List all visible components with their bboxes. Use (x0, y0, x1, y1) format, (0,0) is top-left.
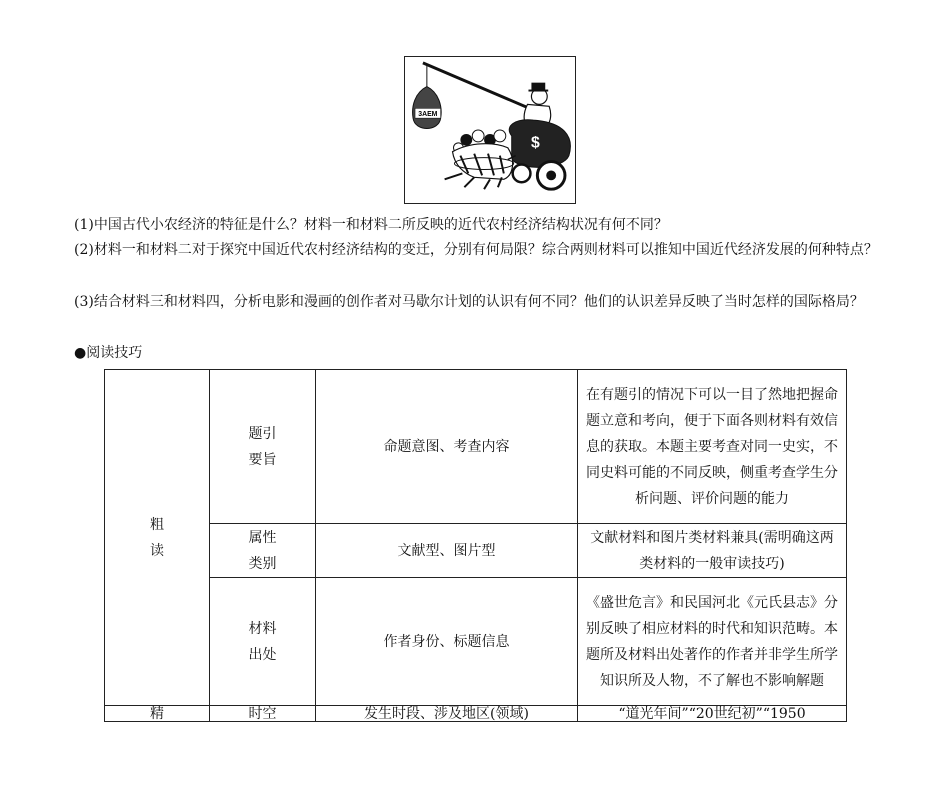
table-row (105, 706, 847, 722)
table-row (105, 524, 847, 578)
cartoon-image (404, 56, 576, 204)
marshall-plan-cartoon (405, 57, 575, 203)
content-cell: 作者身份、标题信息 (316, 578, 578, 706)
item-label: 属性类别 (210, 524, 316, 578)
bag-label: 3AEM (418, 111, 438, 119)
item-label: 时空 (210, 706, 316, 722)
group-label-jing: 精 (105, 706, 210, 722)
question-1: (1)中国古代小农经济的特征是什么？材料一和材料二所反映的近代农村经济结构状况有何不同？ (74, 217, 668, 233)
content-cell: 发生时段、涉及地区(领域) (316, 706, 578, 722)
item-label: 材料出处 (210, 578, 316, 706)
question-3: (3)结合材料三和材料四，分析电影和漫画的创作者对马歇尔计划的认识有何不同？他们的认识差异反映了当时怎样的国际格局？ (74, 294, 864, 310)
table-row (105, 578, 847, 706)
desc-cell: “道光年间”“20世纪初”“1950 (578, 706, 847, 722)
table-row (105, 370, 847, 524)
desc-cell: 在有题引的情况下可以一目了然地把握命题立意和考向，便于下面各则材料有效信息的获取。本题主要考查对同一史实，不同史料可能的不同反映，侧重考查学生分析问题、评价问题的能力 (578, 370, 847, 524)
item-label: 题引要旨 (210, 370, 316, 524)
dollar-sign: $ (530, 134, 540, 152)
section-title: ●阅读技巧 (74, 345, 143, 361)
content-cell: 文献型、图片型 (316, 524, 578, 578)
reading-skills-table (104, 369, 847, 722)
question-2: (2)材料一和材料二对于探究中国近代农村经济结构的变迁，分别有何局限？综合两则材料可以推知中国近代经济发展的何种特点？ (74, 242, 878, 258)
desc-cell: 文献材料和图片类材料兼具(需明确这两类材料的一般审读技巧) (578, 524, 847, 578)
content-cell: 命题意图、考查内容 (316, 370, 578, 524)
desc-cell: 《盛世危言》和民国河北《元氏县志》分别反映了相应材料的时代和知识范畴。本题所及材料出处著作的作者并非学生所学知识所及人物，不了解也不影响解题 (578, 578, 847, 706)
group-label-cudu: 粗读 (105, 370, 210, 706)
